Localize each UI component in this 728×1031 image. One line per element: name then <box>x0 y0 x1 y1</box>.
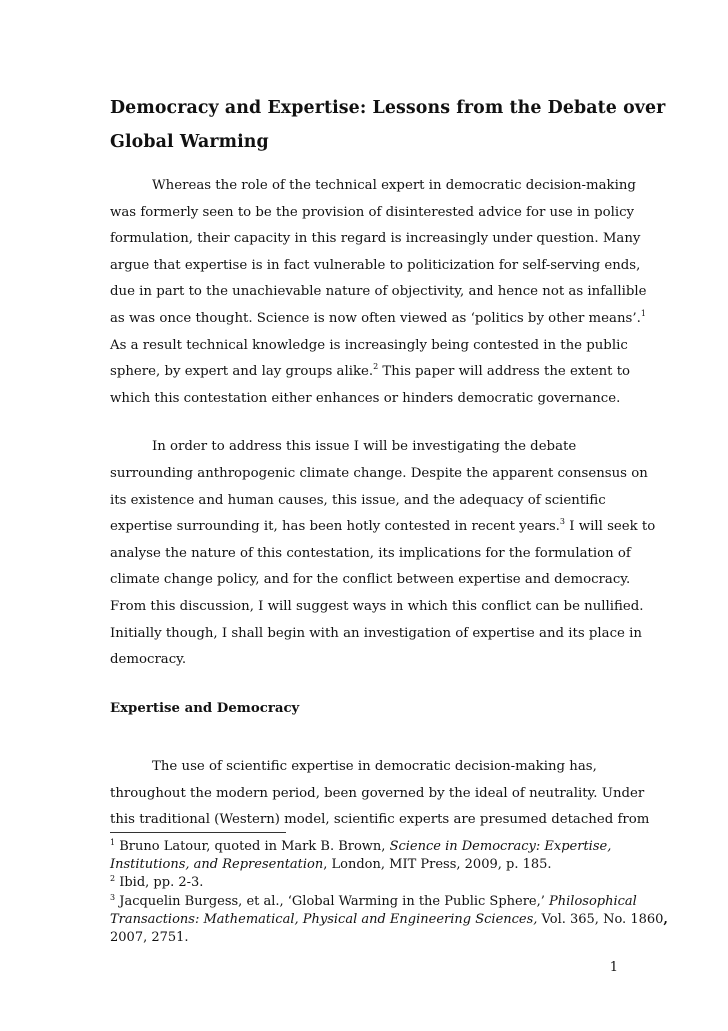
section-heading: Expertise and Democracy <box>110 700 300 716</box>
footnote-separator <box>110 832 286 833</box>
footnotes <box>110 838 668 947</box>
text-segment: sphere, by expert and lay groups alike. <box>110 364 374 380</box>
footnote-3-cont: 2007, 2751. <box>110 930 189 946</box>
text-line: surrounding anthropogenic climate change. Despite the apparent consensus on <box>110 465 648 481</box>
title-line: Global Warming <box>110 132 269 152</box>
footnote-1 <box>110 838 668 856</box>
text-line <box>110 359 631 386</box>
text-line: its existence and human causes, this issue, and the adequacy of scientific <box>110 492 606 508</box>
footnote-3 <box>110 893 668 911</box>
text-line <box>110 514 656 541</box>
footnote-ref-2: 2 <box>373 362 379 372</box>
paragraph-expertise <box>110 754 650 834</box>
text-line: Initially though, I shall begin with an investigation of expertise and its place in <box>110 625 642 641</box>
title-line: Democracy and Expertise: Lessons from the Debate over <box>110 98 666 118</box>
footnote-text: Jacquelin Burgess, et al., ‘Global Warming in the Public Sphere,’ <box>115 893 550 909</box>
footnote-ref-1: 1 <box>640 308 646 318</box>
paper-title <box>110 91 666 159</box>
text-segment: I will seek to <box>565 519 656 535</box>
text-line: The use of scientific expertise in democratic decision-making has, <box>152 759 597 775</box>
page-number: 1 <box>609 960 618 975</box>
text-line: democracy. <box>110 652 187 668</box>
text-line: was formerly seen to be the provision of disinterested advice for use in policy <box>110 204 635 220</box>
text-segment: as was once thought. Science is now often viewed as ‘politics by other means’. <box>110 310 641 326</box>
text-line <box>110 306 646 333</box>
text-line: Whereas the role of the technical expert in democratic decision-making <box>152 178 636 193</box>
footnote-2 <box>110 874 668 892</box>
text-line: throughout the modern period, been governed by the ideal of neutrality. Under <box>110 785 645 801</box>
text-line: As a result technical knowledge is increasingly being contested in the public <box>110 337 628 353</box>
text-line: climate change policy, and for the conflict between expertise and democracy. <box>110 572 631 588</box>
footnote-ref-3: 3 <box>559 517 565 527</box>
text-line: which this contestation either enhances or hinders democratic governance. <box>110 390 621 406</box>
footnote-1-cont <box>110 856 668 874</box>
text-segment: This paper will address the extent to <box>378 364 631 380</box>
text-line: due in part to the unachievable nature of objectivity, and hence not as infallible <box>110 284 647 300</box>
footnote-number: 1 <box>110 838 116 847</box>
footnote-number: 2 <box>110 874 116 884</box>
text-line: analyse the nature of this contestation, its implications for the formulation of <box>110 545 631 561</box>
text-line: In order to address this issue I will be investigating the debate <box>152 439 577 455</box>
footnote-bold: , <box>663 911 668 927</box>
text-segment: expertise surrounding it, has been hotly contested in recent years. <box>110 519 560 535</box>
footnote-italic: Transactions: Mathematical, Physical and Engineering Sciences, <box>110 911 538 927</box>
footnote-text: Bruno Latour, quoted in Mark B. Brown, <box>115 839 390 854</box>
paragraph-intro <box>110 173 647 412</box>
footnote-italic: Science in Democracy: Expertise, <box>389 839 612 854</box>
footnote-text: , London, MIT Press, 2009, p. 185. <box>323 857 552 873</box>
text-line: this traditional (Western) model, scientific experts are presumed detached from <box>110 812 650 828</box>
footnote-text: Vol. 365, No. 1860 <box>537 911 664 927</box>
footnote-italic: Philosophical <box>549 893 637 909</box>
paragraph-climate <box>110 434 656 673</box>
text-line: formulation, their capacity in this regard is increasingly under question. Many <box>110 231 641 247</box>
footnote-number: 3 <box>110 892 116 902</box>
footnote-text: Ibid, pp. 2-3. <box>115 875 204 891</box>
footnote-italic: Institutions, and Representation <box>110 857 324 873</box>
footnote-3-cont <box>110 911 668 929</box>
text-line: From this discussion, I will suggest ways in which this conflict can be nullified. <box>110 598 644 614</box>
text-line: argue that expertise is in fact vulnerable to politicization for self-serving ends, <box>110 257 641 273</box>
